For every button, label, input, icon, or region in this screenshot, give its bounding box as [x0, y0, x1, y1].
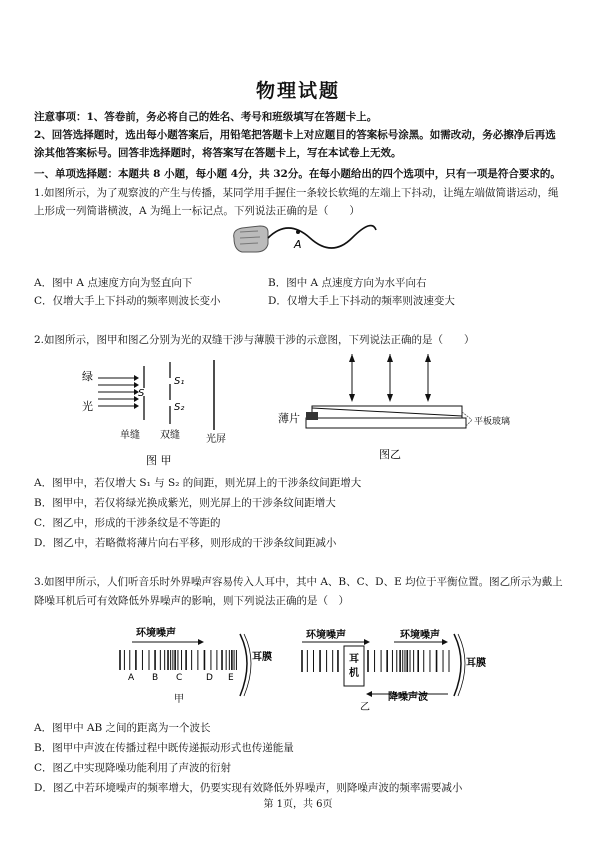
q1-option-a[interactable]: A．图中 A 点速度方向为竖直向下: [34, 277, 193, 289]
q2-option-b[interactable]: B．图甲中，若仅将绿光换成紫光，则光屏上的干涉条纹间距增大: [34, 497, 336, 509]
eardrum-curve: [454, 634, 461, 696]
q3-option-a[interactable]: A．图甲中 AB 之间的距离为一个波长: [34, 722, 211, 734]
q3-option-c[interactable]: C．图乙中实现降噪功能利用了声波的衍射: [34, 762, 232, 774]
noise-arrowhead-2: [442, 639, 448, 645]
q1-stem-line-2: 上形成一列简谐横波，A 为绳上一标记点。下列说法正确的是（ ）: [34, 205, 360, 217]
q1-option-d[interactable]: D．仅增大手上下抖动的频率则波速变大: [268, 295, 455, 307]
q3-figure-yi: [296, 622, 496, 712]
point-c: C: [176, 673, 183, 683]
notes-line-2: 2、回答选择题时，选出每小题答案后，用铅笔把答题卡上对应题目的答案标号涂黑。如需改动，务必擦净后再选: [34, 129, 556, 141]
point-a: A: [128, 673, 135, 683]
screen-label: 光屏: [206, 434, 226, 445]
figure-caption-yi: 图乙: [379, 448, 401, 461]
sound-wave-bars: [120, 650, 236, 670]
q3-option-b[interactable]: B．图甲中声波在传播过程中既传递振动形式也传递能量: [34, 742, 294, 754]
eardrum-label: 耳膜: [466, 658, 486, 669]
single-slit-label: 单缝: [120, 430, 140, 441]
q1-figure-rope-wave: [228, 220, 378, 270]
q2-option-c[interactable]: C．图乙中，形成的干涉条纹是不等距的: [34, 517, 221, 529]
figure-caption-yi: 乙: [360, 702, 370, 713]
eardrum-label: 耳膜: [252, 652, 272, 663]
section-heading: 一、单项选择题：本题共 8 小题，每小题 4分，共 32分。在每小题给出的四个选项中，只有一项是符合要求的。: [34, 168, 561, 180]
point-d: D: [206, 673, 213, 683]
point-a-label: A: [294, 238, 302, 251]
noise-arrowhead-1: [364, 639, 370, 645]
slit-s-label: S: [138, 388, 145, 399]
light-label: 光: [82, 400, 93, 413]
q1-option-c[interactable]: C．仅增大手上下抖动的频率则波长变小: [34, 295, 221, 307]
slit-s1-label: S₁: [174, 376, 185, 387]
thin-sheet: [306, 412, 318, 420]
page-title: 物理试题: [255, 80, 340, 102]
q3-option-d[interactable]: D．图乙中若环境噪声的频率增大，仍要实现有效降低外界噪声，则降噪声波的频率需要减小: [34, 782, 463, 794]
page-footer: 第 1页，共 6页: [263, 799, 333, 810]
sound-wave-bars-left: [302, 650, 338, 672]
rope-wave: [268, 226, 376, 249]
notes-line-1: 注意事项：1、答卷前，务必将自己的姓名、考号和班级填写在答题卡上。: [34, 111, 378, 123]
thin-sheet-label: 薄片: [278, 412, 300, 425]
q2-figure-double-slit: [78, 360, 248, 470]
slit-s2-label: S₂: [174, 402, 185, 413]
green-label: 绿: [82, 370, 93, 383]
q3-figure-jia: [112, 622, 282, 706]
glass-label: 平板玻璃: [474, 417, 511, 427]
q2-option-d[interactable]: D．图乙中，若略微将薄片向右平移，则形成的干涉条纹间距减小: [34, 537, 337, 549]
q3-stem-line-2: 降噪耳机后可有效降低外界噪声的影响，则下列说法正确的是（ ）: [34, 595, 349, 607]
notes-line-3: 涂其他答案标号。回答非选择题时，将答案写在答题卡上，写在本试卷上无效。: [34, 147, 402, 159]
point-b: B: [152, 673, 159, 683]
bottom-glass-plate: [306, 418, 466, 428]
noise-label-1: 环境噪声: [306, 630, 346, 641]
double-slit-label: 双缝: [160, 430, 180, 441]
q2-figure-thin-film: [276, 350, 511, 468]
earphone-label-1: 耳: [349, 654, 359, 665]
anti-noise-label: 降噪声波: [388, 692, 428, 703]
noise-label: 环境噪声: [136, 628, 176, 639]
earphone-box: [344, 646, 364, 686]
noise-arrowhead: [198, 639, 204, 645]
q1-option-b[interactable]: B．图中 A 点速度方向为水平向右: [268, 277, 427, 289]
point-e: E: [228, 673, 234, 683]
q1-stem-line-1: 1.如图所示，为了观察波的产生与传播，某同学用手握住一条较长软绳的左端上下抖动，让绳左端做简谐运动，绳: [34, 187, 559, 199]
hand-icon: [234, 226, 268, 252]
eardrum-curve: [240, 634, 247, 696]
q3-stem-line-1: 3.如图甲所示，人们听音乐时外界噪声容易传入人耳中，其中 A、B、C、D、E 均位于平衡位置。图乙所示为戴上: [34, 576, 563, 588]
point-a-marker: [296, 230, 300, 234]
q2-stem: 2.如图所示，图甲和图乙分别为光的双缝干涉与薄膜干涉的示意图，下列说法正确的是（ ）: [34, 334, 475, 346]
figure-caption-jia: 甲: [174, 694, 184, 705]
figure-caption-jia: 图 甲: [146, 454, 172, 467]
noise-label-2: 环境噪声: [400, 630, 440, 641]
incident-rays: [98, 378, 138, 406]
sound-wave-bars-right: [368, 650, 449, 672]
q2-option-a[interactable]: A．图甲中，若仅增大 S₁ 与 S₂ 的间距，则光屏上的干涉条纹间距增大: [34, 477, 362, 489]
anti-noise-arrowhead: [366, 691, 372, 697]
earphone-label-2: 机: [349, 668, 359, 679]
